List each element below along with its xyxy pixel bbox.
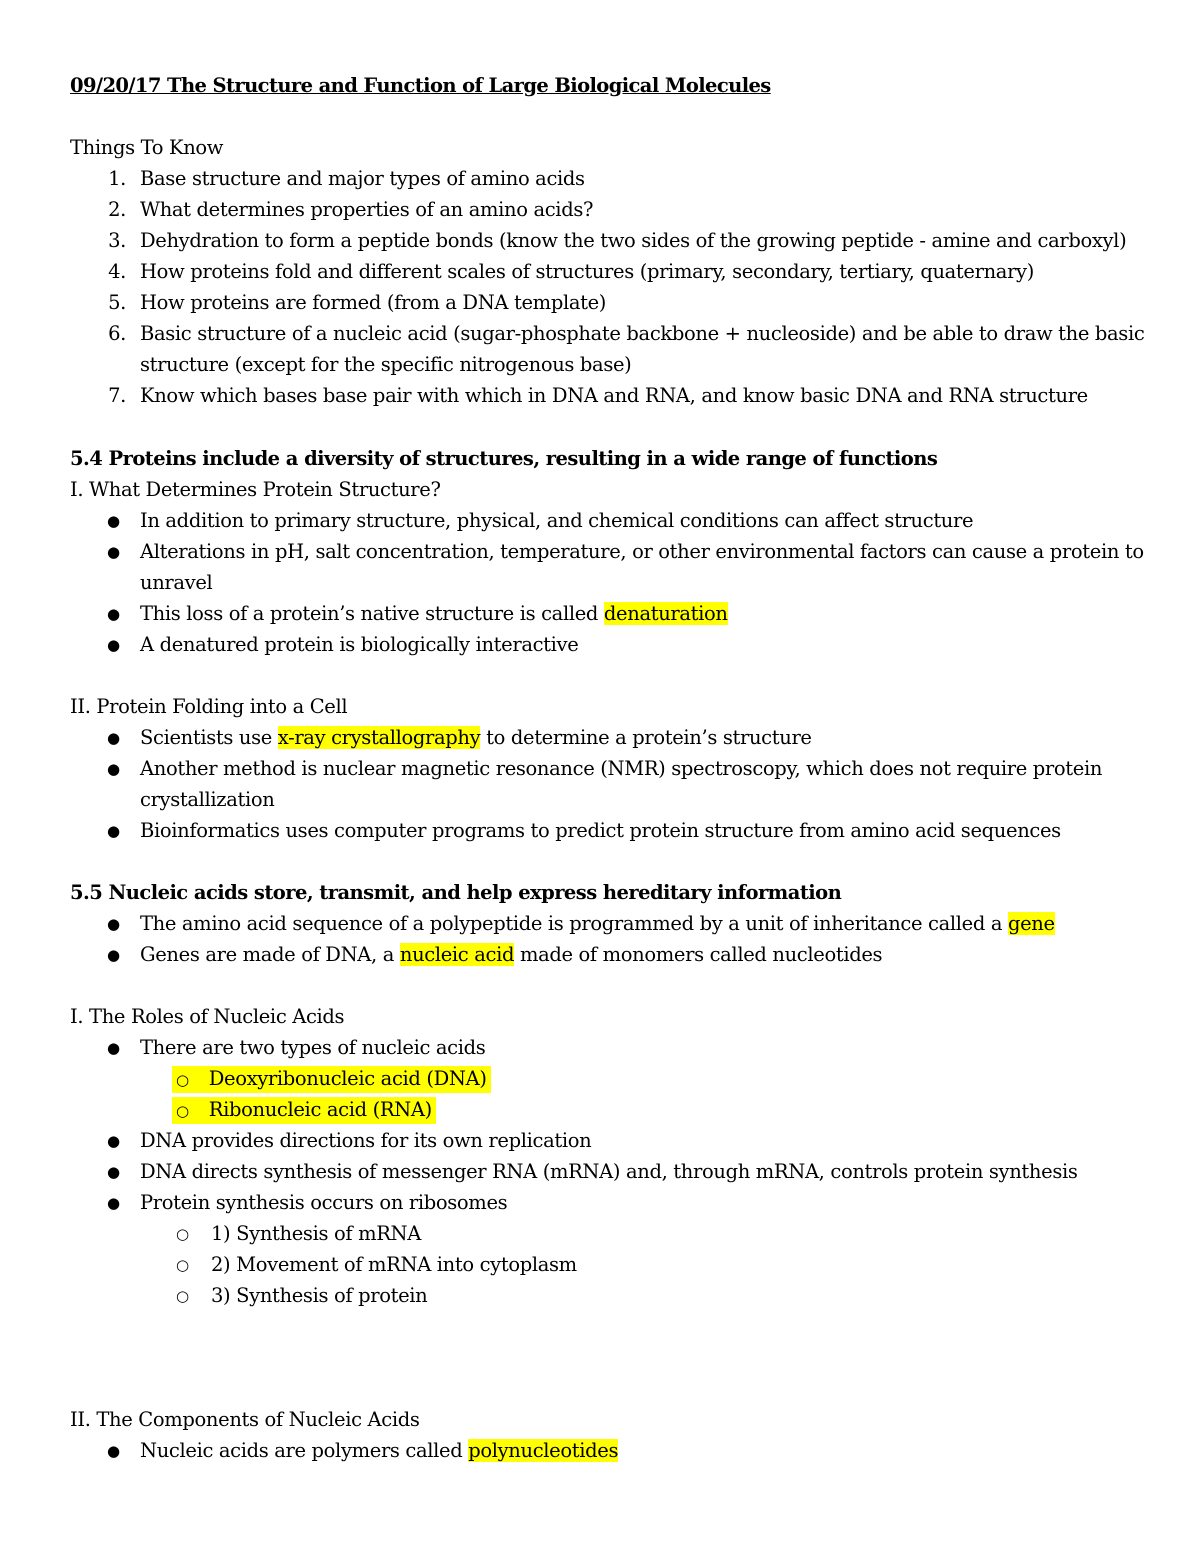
list-item: What determines properties of an amino acids? (140, 198, 594, 221)
highlighted-term: nucleic acid (399, 943, 515, 966)
bullet-item: Another method is nuclear magnetic resonance (NMR) spectroscopy, which does not require protein (140, 757, 1103, 780)
list-item-continuation: structure (except for the specific nitrogenous base) (140, 353, 632, 376)
sub-item: 3) Synthesis of protein (211, 1284, 428, 1307)
bullet-item-continuation: crystallization (140, 788, 275, 811)
bullet-icon: ● (107, 946, 120, 964)
components-subheading: II. The Components of Nucleic Acids (70, 1408, 420, 1431)
protein-folding-subheading: II. Protein Folding into a Cell (70, 695, 348, 718)
bullet-text: made of monomers called nucleotides (514, 943, 883, 966)
bullet-icon: ● (107, 1163, 120, 1181)
bullet-item: DNA directs synthesis of messenger RNA (mRNA) and, through mRNA, controls protein synthesis (140, 1160, 1078, 1183)
list-item: Know which bases base pair with which in DNA and RNA, and know basic DNA and RNA structure (140, 384, 1088, 407)
roles-subheading: I. The Roles of Nucleic Acids (70, 1005, 345, 1028)
bullet-item: DNA provides directions for its own replication (140, 1129, 592, 1152)
sub-bullet-icon: ○ (176, 1225, 189, 1243)
bullet-icon: ● (107, 760, 120, 778)
bullet-item: Protein synthesis occurs on ribosomes (140, 1191, 508, 1214)
bullet-icon: ● (107, 543, 120, 561)
bullet-item: In addition to primary structure, physical, and chemical conditions can affect structure (140, 509, 974, 532)
bullet-item: Bioinformatics uses computer programs to predict protein structure from amino acid sequences (140, 819, 1061, 842)
list-number: 1. (108, 167, 126, 190)
list-item: Dehydration to form a peptide bonds (know the two sides of the growing peptide - amine and carboxyl) (140, 229, 1127, 252)
document-title: 09/20/17 The Structure and Function of Large Biological Molecules (70, 74, 771, 97)
highlighted-sub-item (172, 1066, 491, 1093)
bullet-icon: ● (107, 1039, 120, 1057)
list-number: 6. (108, 322, 126, 345)
bullet-icon: ● (107, 605, 120, 623)
bullet-text: Genes are made of DNA, a (140, 943, 400, 966)
protein-structure-subheading: I. What Determines Protein Structure? (70, 478, 441, 501)
bullet-item: There are two types of nucleic acids (140, 1036, 486, 1059)
list-item: How proteins fold and different scales of structures (primary, secondary, tertiary, quaternary) (140, 260, 1034, 283)
bullet-icon: ● (107, 512, 120, 530)
bullet-item: Alterations in pH, salt concentration, temperature, or other environmental factors can cause a protein to (140, 540, 1144, 563)
list-number: 5. (108, 291, 126, 314)
highlighted-term: x-ray crystallography (277, 726, 481, 749)
sub-item: 1) Synthesis of mRNA (211, 1222, 422, 1245)
sub-bullet-icon: ○ (176, 1287, 189, 1305)
bullet-item-continuation: unravel (140, 571, 213, 594)
list-item: Basic structure of a nucleic acid (sugar-phosphate backbone + nucleoside) and be able to draw the basic (140, 322, 1145, 345)
bullet-text: This loss of a protein’s native structure is called (140, 602, 604, 625)
sub-item-text: Deoxyribonucleic acid (DNA) (208, 1067, 487, 1090)
bullet-text: The amino acid sequence of a polypeptide is programmed by a unit of inheritance called a (140, 912, 1008, 935)
things-to-know-heading: Things To Know (70, 136, 224, 159)
bullet-icon: ● (107, 1442, 120, 1460)
bullet-icon: ● (107, 729, 120, 747)
list-number: 3. (108, 229, 126, 252)
bullet-item (140, 1438, 618, 1464)
bullet-item (140, 601, 728, 627)
section-5-4-heading: 5.4 Proteins include a diversity of structures, resulting in a wide range of functions (70, 447, 938, 470)
bullet-item (140, 725, 812, 751)
list-number: 7. (108, 384, 126, 407)
bullet-icon: ● (107, 1132, 120, 1150)
highlighted-term: polynucleotides (468, 1439, 619, 1462)
bullet-text: Scientists use (140, 726, 278, 749)
list-item: Base structure and major types of amino acids (140, 167, 585, 190)
bullet-icon: ● (107, 822, 120, 840)
list-number: 2. (108, 198, 126, 221)
sub-bullet-icon: ○ (176, 1102, 189, 1120)
highlighted-term: gene (1007, 912, 1055, 935)
bullet-icon: ● (107, 915, 120, 933)
bullet-item: A denatured protein is biologically interactive (140, 633, 579, 656)
list-item: How proteins are formed (from a DNA template) (140, 291, 607, 314)
list-number: 4. (108, 260, 126, 283)
section-5-5-heading: 5.5 Nucleic acids store, transmit, and help express hereditary information (70, 881, 842, 904)
bullet-text: to determine a protein’s structure (480, 726, 812, 749)
bullet-item (140, 911, 1055, 937)
sub-item-text: Ribonucleic acid (RNA) (208, 1098, 432, 1121)
bullet-icon: ● (107, 636, 120, 654)
highlighted-term: denaturation (603, 602, 728, 625)
highlighted-sub-item (172, 1097, 436, 1124)
sub-bullet-icon: ○ (176, 1071, 189, 1089)
bullet-icon: ● (107, 1194, 120, 1212)
sub-item: 2) Movement of mRNA into cytoplasm (211, 1253, 577, 1276)
sub-bullet-icon: ○ (176, 1256, 189, 1274)
bullet-text: Nucleic acids are polymers called (140, 1439, 469, 1462)
bullet-item (140, 942, 882, 968)
